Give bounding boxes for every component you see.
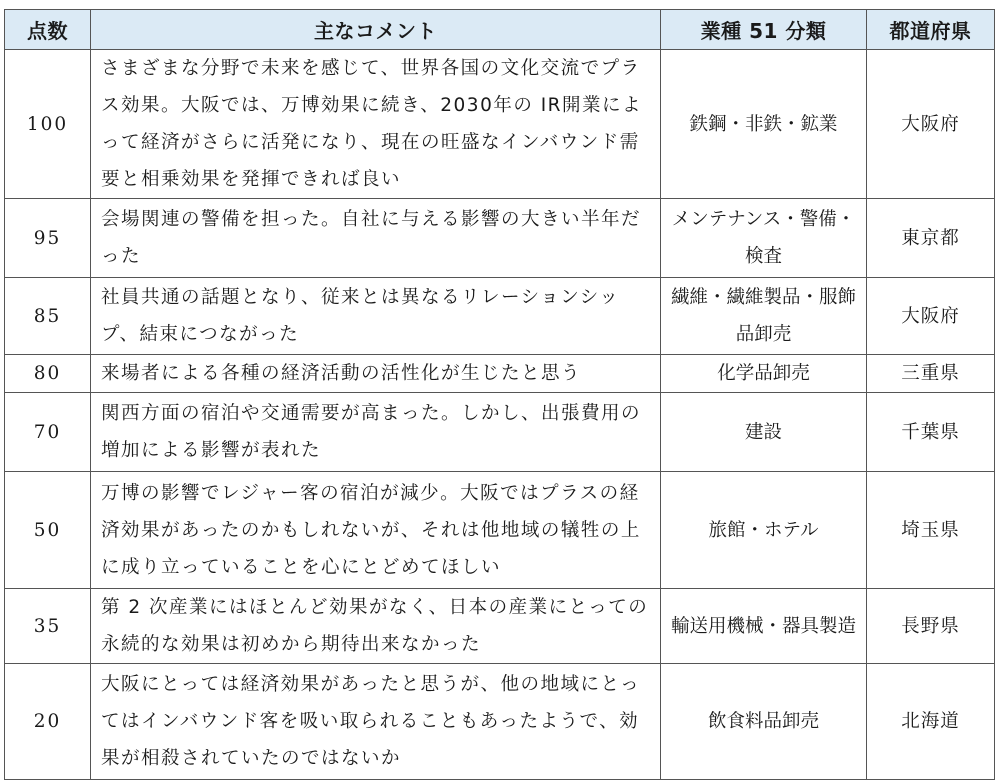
prefecture-cell: 大阪府	[867, 50, 995, 199]
prefecture-cell: 大阪府	[867, 278, 995, 355]
table-row	[5, 472, 995, 589]
comment-cell: 大阪にとっては経済効果があったと思うが、他の地域にとってはインバウンド客を吸い取られることもあったようで、効果が相殺されていたのではないか	[91, 664, 661, 780]
prefecture-cell: 北海道	[867, 664, 995, 780]
industry-cell: メンテナンス・警備・検査	[661, 199, 867, 278]
comment-cell: 社員共通の話題となり、従来とは異なるリレーションシップ、結束につながった	[91, 278, 661, 355]
comment-cell: 会場関連の警備を担った。自社に与える影響の大きい半年だった	[91, 199, 661, 278]
prefecture-cell: 埼玉県	[867, 472, 995, 589]
table-row	[5, 393, 995, 472]
score-cell: 20	[5, 664, 91, 780]
header-prefecture: 都道府県	[867, 10, 995, 50]
comment-cell: さまざまな分野で未来を感じて、世界各国の文化交流でプラス効果。大阪では、万博効果に続き、2030年の IR開業によって経済がさらに活発になり、現在の旺盛なインバウンド需要と相乗効果を発揮できれば良い	[91, 50, 661, 199]
table-header-row	[5, 10, 995, 50]
table-body	[5, 50, 995, 780]
table-row	[5, 199, 995, 278]
header-comment: 主なコメント	[91, 10, 661, 50]
prefecture-cell: 東京都	[867, 199, 995, 278]
industry-cell: 建設	[661, 393, 867, 472]
comment-cell: 来場者による各種の経済活動の活性化が生じたと思う	[91, 355, 661, 393]
prefecture-cell: 長野県	[867, 589, 995, 664]
industry-cell: 旅館・ホテル	[661, 472, 867, 589]
industry-cell: 化学品卸売	[661, 355, 867, 393]
score-cell: 70	[5, 393, 91, 472]
table-row	[5, 50, 995, 199]
score-cell: 100	[5, 50, 91, 199]
header-industry: 業種 51 分類	[661, 10, 867, 50]
prefecture-cell: 三重県	[867, 355, 995, 393]
score-cell: 80	[5, 355, 91, 393]
header-score: 点数	[5, 10, 91, 50]
comment-cell: 第 2 次産業にはほとんど効果がなく、日本の産業にとっての永続的な効果は初めから期待出来なかった	[91, 589, 661, 664]
table-row	[5, 589, 995, 664]
table-row	[5, 278, 995, 355]
comment-table	[4, 9, 995, 780]
score-cell: 85	[5, 278, 91, 355]
industry-cell: 繊維・繊維製品・服飾品卸売	[661, 278, 867, 355]
comment-cell: 万博の影響でレジャー客の宿泊が減少。大阪ではプラスの経済効果があったのかもしれないが、それは他地域の犠牲の上に成り立っていることを心にとどめてほしい	[91, 472, 661, 589]
comment-cell: 関西方面の宿泊や交通需要が高まった。しかし、出張費用の増加による影響が表れた	[91, 393, 661, 472]
industry-cell: 飲食料品卸売	[661, 664, 867, 780]
score-cell: 50	[5, 472, 91, 589]
table-row	[5, 355, 995, 393]
industry-cell: 輸送用機械・器具製造	[661, 589, 867, 664]
score-cell: 35	[5, 589, 91, 664]
prefecture-cell: 千葉県	[867, 393, 995, 472]
industry-cell: 鉄鋼・非鉄・鉱業	[661, 50, 867, 199]
table-row	[5, 664, 995, 780]
score-cell: 95	[5, 199, 91, 278]
